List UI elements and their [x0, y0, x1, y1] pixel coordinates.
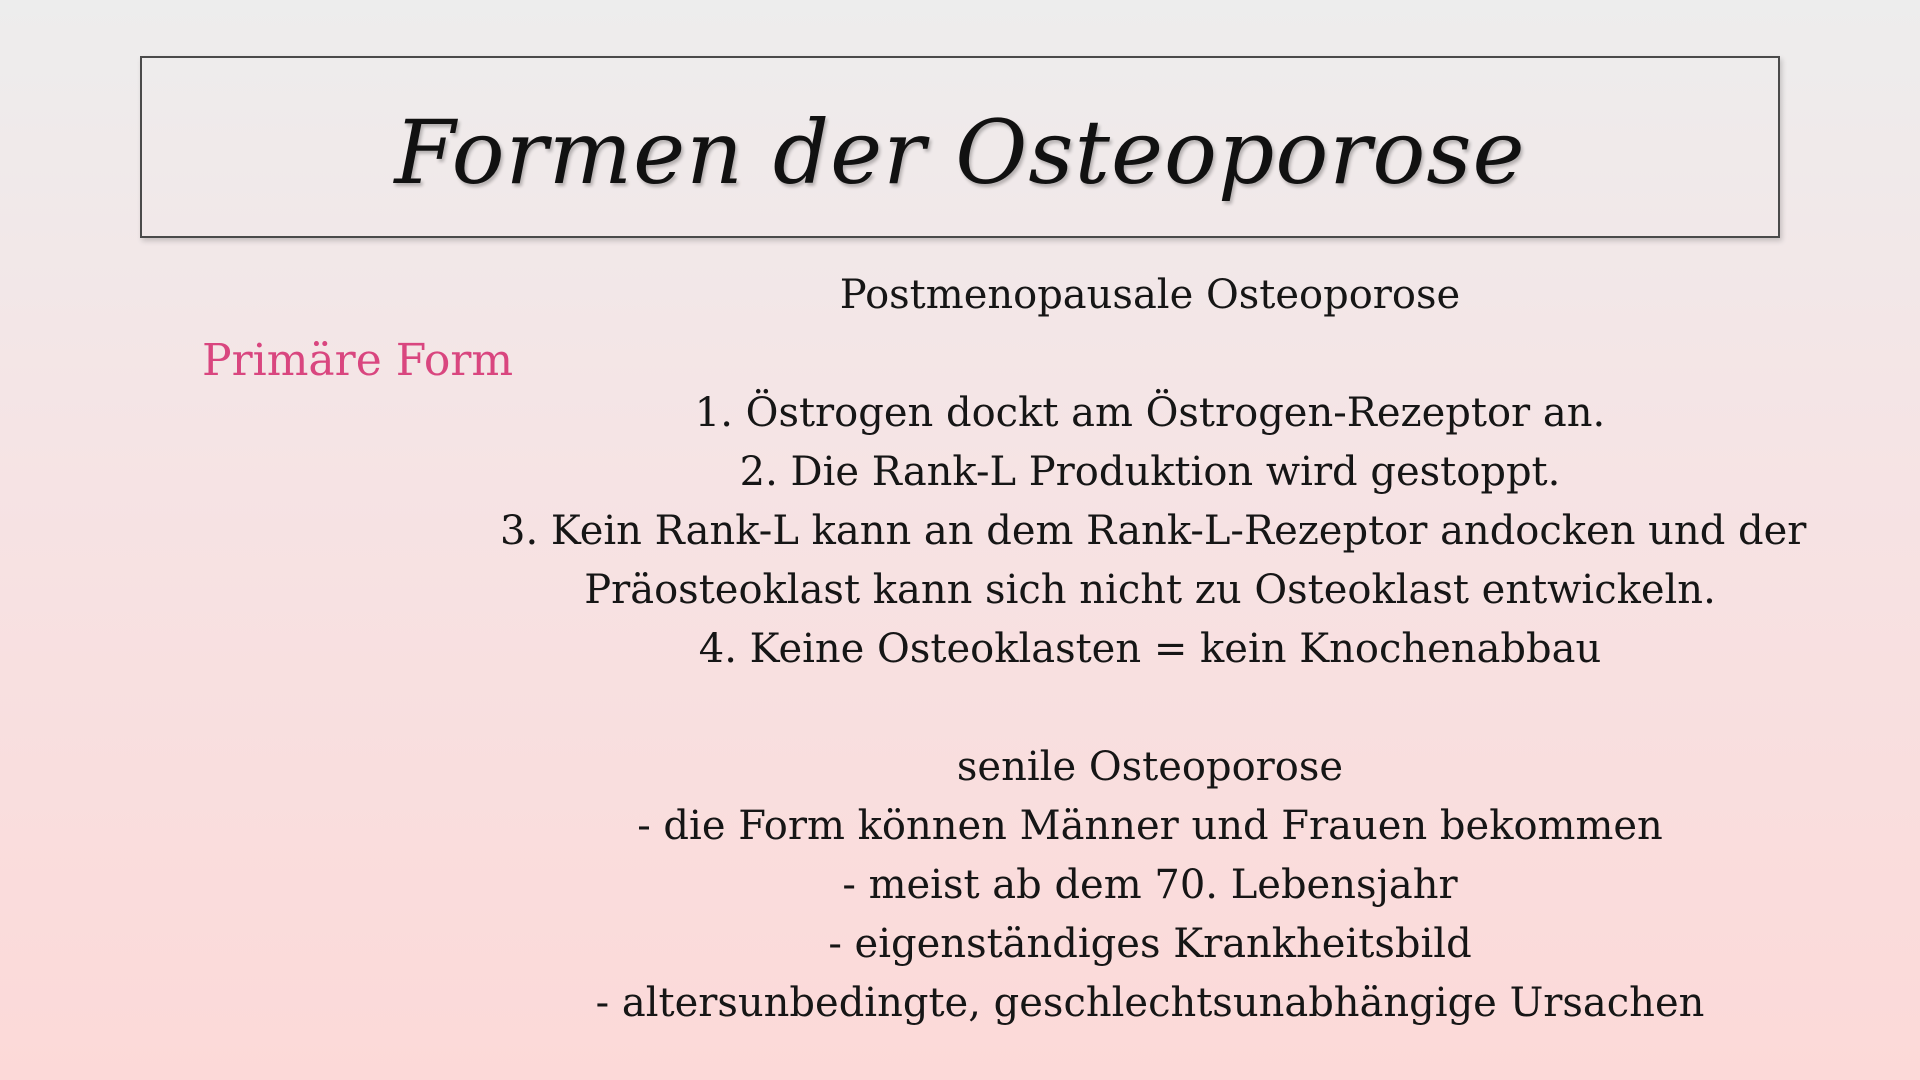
slide-title: Formen der Osteoporose	[394, 100, 1526, 204]
spacer	[500, 679, 1800, 738]
list-item: - eigenständiges Krankheitsbild	[828, 921, 1472, 967]
section-heading-postmenopausal: Postmenopausale Osteoporose	[839, 272, 1461, 318]
list-item: 2. Die Rank-L Produktion wird gestoppt.	[739, 449, 1561, 495]
list-item: - meist ab dem 70. Lebensjahr	[842, 862, 1458, 908]
section-heading-senile: senile Osteoporose	[956, 744, 1344, 790]
primary-form-label: Primäre Form	[202, 335, 514, 386]
list-item: 3. Kein Rank-L kann an dem Rank-L-Rezeptor andocken und der	[500, 508, 1807, 554]
list-item: 1. Östrogen dockt am Östrogen-Rezeptor an.	[694, 390, 1606, 436]
title-box	[140, 56, 1780, 238]
slide-content	[500, 266, 1807, 1033]
list-item: - die Form können Männer und Frauen bekommen	[637, 803, 1663, 849]
list-item: Präosteoklast kann sich nicht zu Osteoklast entwickeln.	[584, 567, 1716, 613]
list-item: 4. Keine Osteoklasten = kein Knochenabbau	[698, 626, 1602, 672]
list-item: - altersunbedingte, geschlechtsunabhängige Ursachen	[595, 980, 1705, 1026]
spacer	[500, 325, 1800, 384]
